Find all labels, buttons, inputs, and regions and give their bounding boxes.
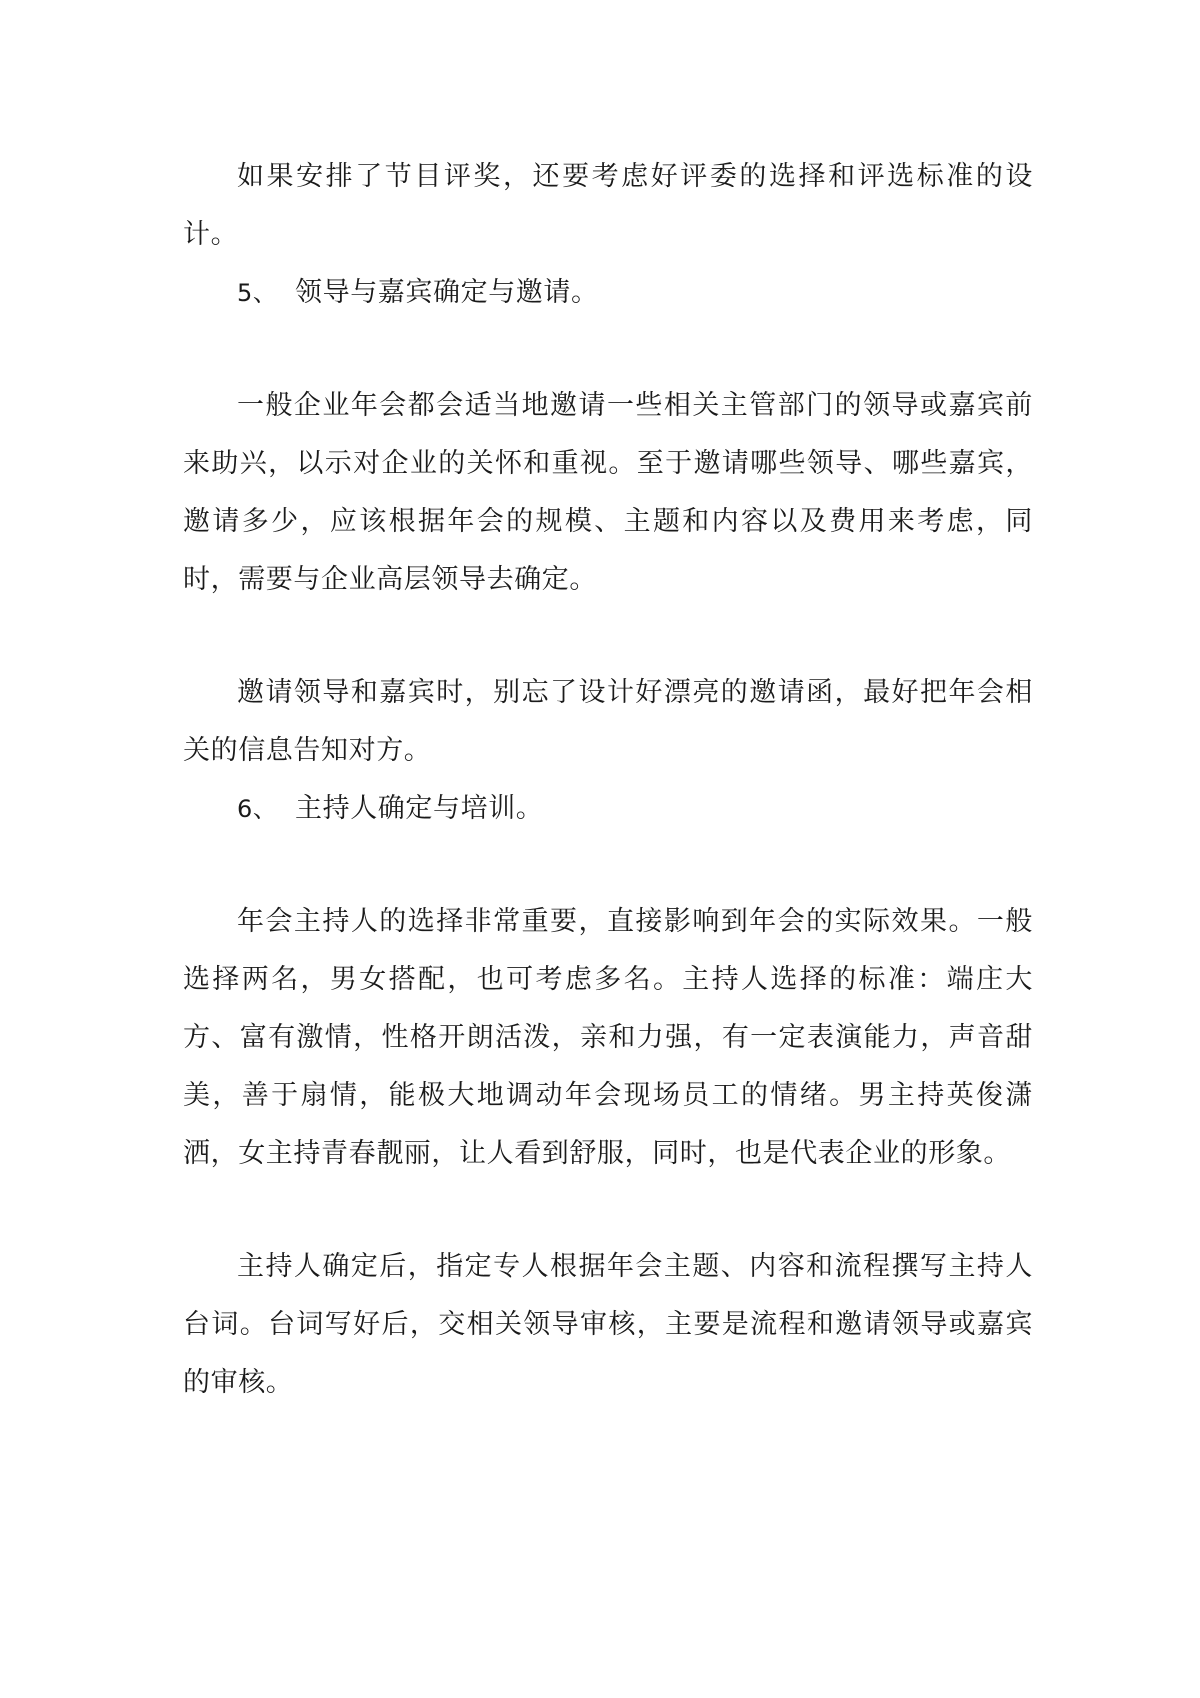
section-heading-5: [183, 264, 1033, 322]
paragraph-judging: 如果安排了节目评奖，还要考虑好评委的选择和评选标准的设计。: [183, 161, 1033, 250]
paragraph-invitation-letter: 邀请领导和嘉宾时，别忘了设计好漂亮的邀请函，最好把年会相关的信息告知对方。: [183, 677, 1033, 766]
section-heading-6: [183, 780, 1033, 838]
section-title-5: 领导与嘉宾确定与邀请。: [295, 277, 599, 308]
section-title-6: 主持人确定与培训。: [295, 793, 544, 824]
paragraph-host-script: 主持人确定后，指定专人根据年会主题、内容和流程撰写主持人台词。台词写好后，交相关领导审核，主要是流程和邀请领导或嘉宾的审核。: [183, 1251, 1033, 1398]
paragraph-invite-guests: 一般企业年会都会适当地邀请一些相关主管部门的领导或嘉宾前来助兴，以示对企业的关怀和重视。至于邀请哪些领导、哪些嘉宾，邀请多少，应该根据年会的规模、主题和内容以及费用来考虑，同时，需要与企业高层领导去确定。: [183, 390, 1033, 595]
document-body: [183, 148, 1033, 1412]
section-number-5: 5、: [237, 279, 278, 307]
paragraph-host-selection: 年会主持人的选择非常重要，直接影响到年会的实际效果。一般选择两名，男女搭配，也可考虑多名。主持人选择的标准：端庄大方、富有激情，性格开朗活泼，亲和力强，有一定表演能力，声音甜美，善于扇情，能极大地调动年会现场员工的情绪。男主持英俊潇洒，女主持青春靓丽，让人看到舒服，同时，也是代表企业的形象。: [183, 906, 1033, 1169]
section-number-6: 6、: [237, 795, 278, 823]
